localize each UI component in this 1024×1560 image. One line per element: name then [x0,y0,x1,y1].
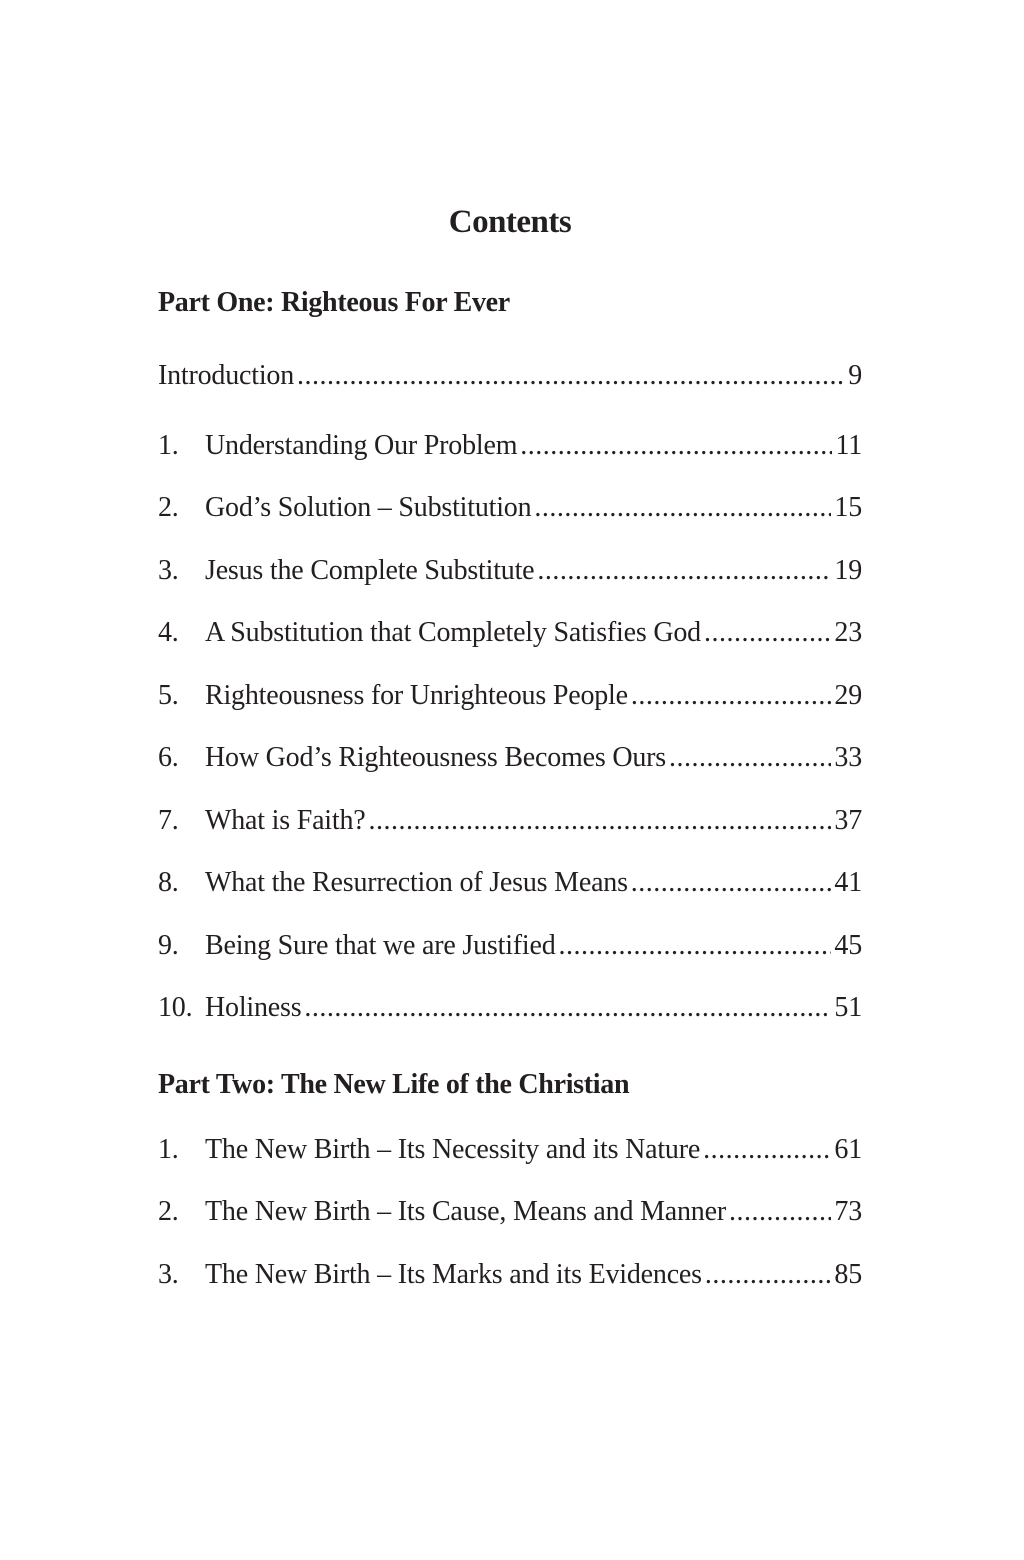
part-two-heading: Part Two: The New Life of the Christian [158,1069,630,1100]
toc-entry-part1-ch8[interactable] [158,865,862,901]
toc-entry-number: 8. [158,867,179,898]
dot-leader [631,678,832,714]
toc-entry-label: How God’s Righteousness Becomes Ours [205,742,666,773]
toc-entry-part2-ch1[interactable] [158,1132,862,1168]
toc-entry-label: The New Birth – Its Cause, Means and Manner [205,1196,726,1227]
toc-entry-label: A Substitution that Completely Satisfies God [205,617,701,648]
toc-entry-part1-ch1[interactable] [158,428,862,464]
toc-entry-part2-ch3[interactable] [158,1257,862,1293]
toc-entry-page: 23 [834,617,862,648]
toc-entry-page: 73 [834,1196,862,1227]
toc-entry-label: The New Birth – Its Necessity and its Nature [205,1134,701,1165]
dot-leader [304,990,831,1026]
toc-entry-page: 29 [834,680,862,711]
toc-entry-page: 61 [834,1134,862,1165]
toc-entry-page: 37 [834,805,862,836]
contents-page [158,0,862,1560]
toc-entry-page: 51 [834,992,862,1023]
dot-leader [520,428,832,464]
toc-entry-introduction[interactable] [158,358,862,394]
toc-entry-label: Introduction [158,360,295,391]
toc-entry-part2-ch2[interactable] [158,1194,862,1230]
toc-entry-number: 3. [158,555,179,586]
dot-leader [669,740,831,776]
toc-entry-part1-ch5[interactable] [158,678,862,714]
dot-leader [703,1132,831,1168]
toc-entry-page: 15 [834,492,862,523]
toc-entry-page: 45 [834,930,862,961]
page-title: Contents [448,204,572,240]
dot-leader [729,1194,831,1230]
toc-entry-part1-ch9[interactable] [158,928,862,964]
toc-entry-page: 11 [835,430,862,461]
toc-entry-label: Righteousness for Unrighteous People [205,680,628,711]
toc-entry-page: 33 [834,742,862,773]
toc-entry-page: 41 [834,867,862,898]
toc-entry-page: 19 [834,555,862,586]
part-one-heading: Part One: Righteous For Ever [158,287,510,318]
toc-entry-page: 85 [834,1259,862,1290]
toc-entry-number: 2. [158,1196,179,1227]
toc-entry-number: 4. [158,617,179,648]
toc-entry-label: Being Sure that we are Justified [205,930,556,961]
dot-leader [369,803,832,839]
dot-leader [631,865,832,901]
toc-entry-number: 7. [158,805,179,836]
dot-leader [537,553,831,589]
toc-entry-number: 2. [158,492,179,523]
dot-leader [534,490,831,526]
toc-entry-label: Understanding Our Problem [205,430,518,461]
toc-entry-number: 9. [158,930,179,961]
toc-entry-label: The New Birth – Its Marks and its Evidences [205,1259,702,1290]
toc-entry-number: 1. [158,430,179,461]
toc-entry-number: 6. [158,742,179,773]
dot-leader [559,928,832,964]
toc-entry-number: 1. [158,1134,179,1165]
toc-entry-part1-ch2[interactable] [158,490,862,526]
toc-entry-number: 3. [158,1259,179,1290]
toc-entry-part1-ch3[interactable] [158,553,862,589]
toc-entry-part1-ch7[interactable] [158,803,862,839]
toc-entry-page: 9 [848,360,862,391]
toc-entry-part1-ch4[interactable] [158,615,862,651]
toc-entry-label: What the Resurrection of Jesus Means [205,867,628,898]
dot-leader [705,1257,832,1293]
toc-entry-label: Holiness [205,992,302,1023]
dot-leader [704,615,831,651]
toc-entry-label: What is Faith? [205,805,366,836]
dot-leader [297,358,845,394]
toc-entry-label: God’s Solution – Substitution [205,492,532,523]
toc-entry-label: Jesus the Complete Substitute [205,555,535,586]
toc-entry-part1-ch10[interactable] [158,990,862,1026]
toc-entry-part1-ch6[interactable] [158,740,862,776]
toc-entry-number: 5. [158,680,179,711]
toc-entry-number: 10. [158,992,193,1023]
